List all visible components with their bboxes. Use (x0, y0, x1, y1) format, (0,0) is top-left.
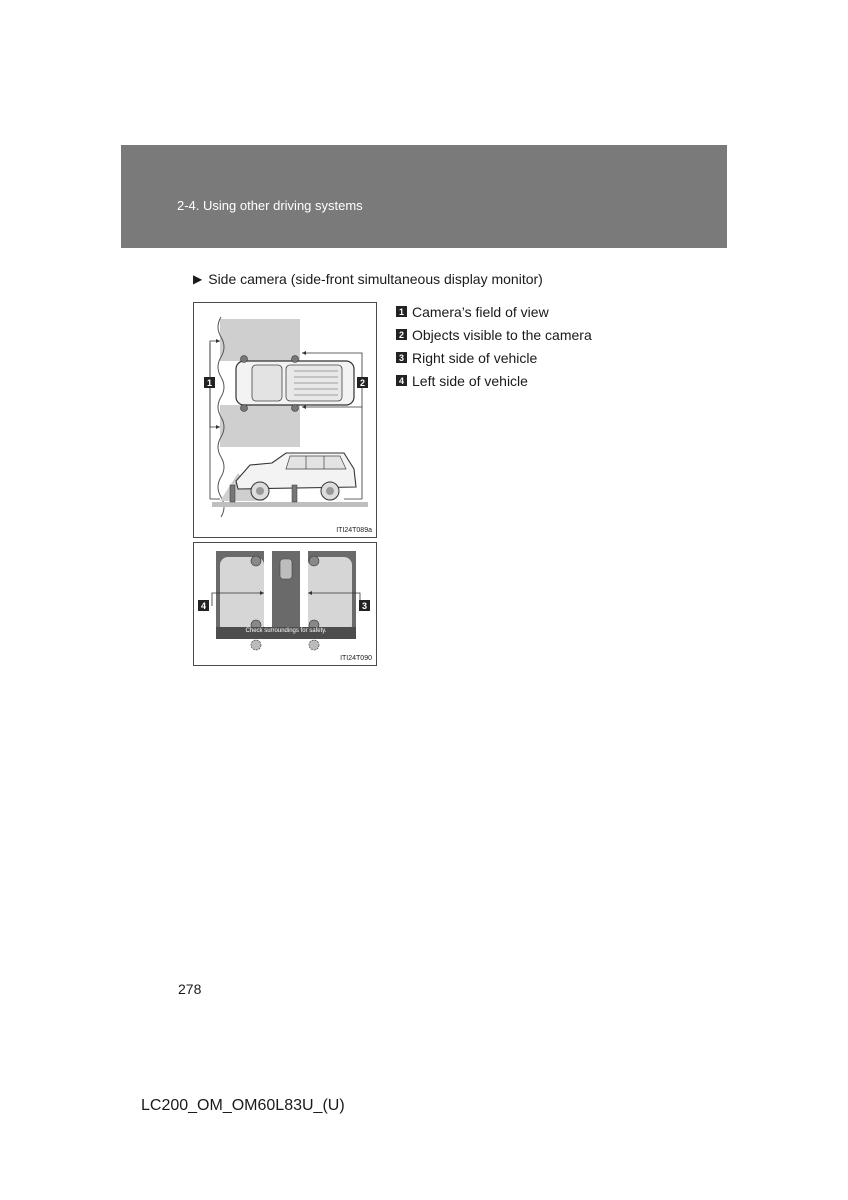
callout-4: 4 (198, 600, 209, 611)
screen-message: Check surroundings for safety. (245, 628, 327, 634)
legend-number-2: 2 (396, 329, 407, 340)
page-number: 278 (178, 981, 202, 997)
callout-1: 1 (204, 377, 215, 388)
legend-text: Camera’s field of view (412, 303, 549, 320)
legend-number-3: 3 (396, 352, 407, 363)
figure-code: ITI24T090 (340, 655, 372, 662)
figure-monitor-display (193, 542, 377, 666)
legend-number-1: 1 (396, 306, 407, 317)
legend-item (396, 346, 592, 369)
legend-list (396, 300, 592, 392)
callout-2: 2 (357, 377, 368, 388)
monitor-screen-diagram (194, 543, 376, 665)
legend-item (396, 300, 592, 323)
figure-code: ITI24T089a (336, 527, 372, 534)
document-code: LC200_OM_OM60L83U_(U) (141, 1097, 345, 1114)
legend-item (396, 323, 592, 346)
section-title: 2-4. Using other driving systems (177, 198, 363, 213)
legend-number-4: 4 (396, 375, 407, 386)
callout-3: 3 (359, 600, 370, 611)
legend-item (396, 369, 592, 392)
legend-text: Objects visible to the camera (412, 326, 592, 343)
header-band (121, 145, 727, 248)
vehicle-diagram (194, 303, 376, 537)
legend-text: Right side of vehicle (412, 349, 538, 366)
subsection-heading-text: Side camera (side-front simultaneous display monitor) (208, 271, 543, 287)
bullet-triangle-icon: ▶ (193, 272, 203, 286)
legend-text: Left side of vehicle (412, 372, 528, 389)
subsection-heading (193, 271, 543, 287)
figure-camera-field-of-view (193, 302, 377, 538)
